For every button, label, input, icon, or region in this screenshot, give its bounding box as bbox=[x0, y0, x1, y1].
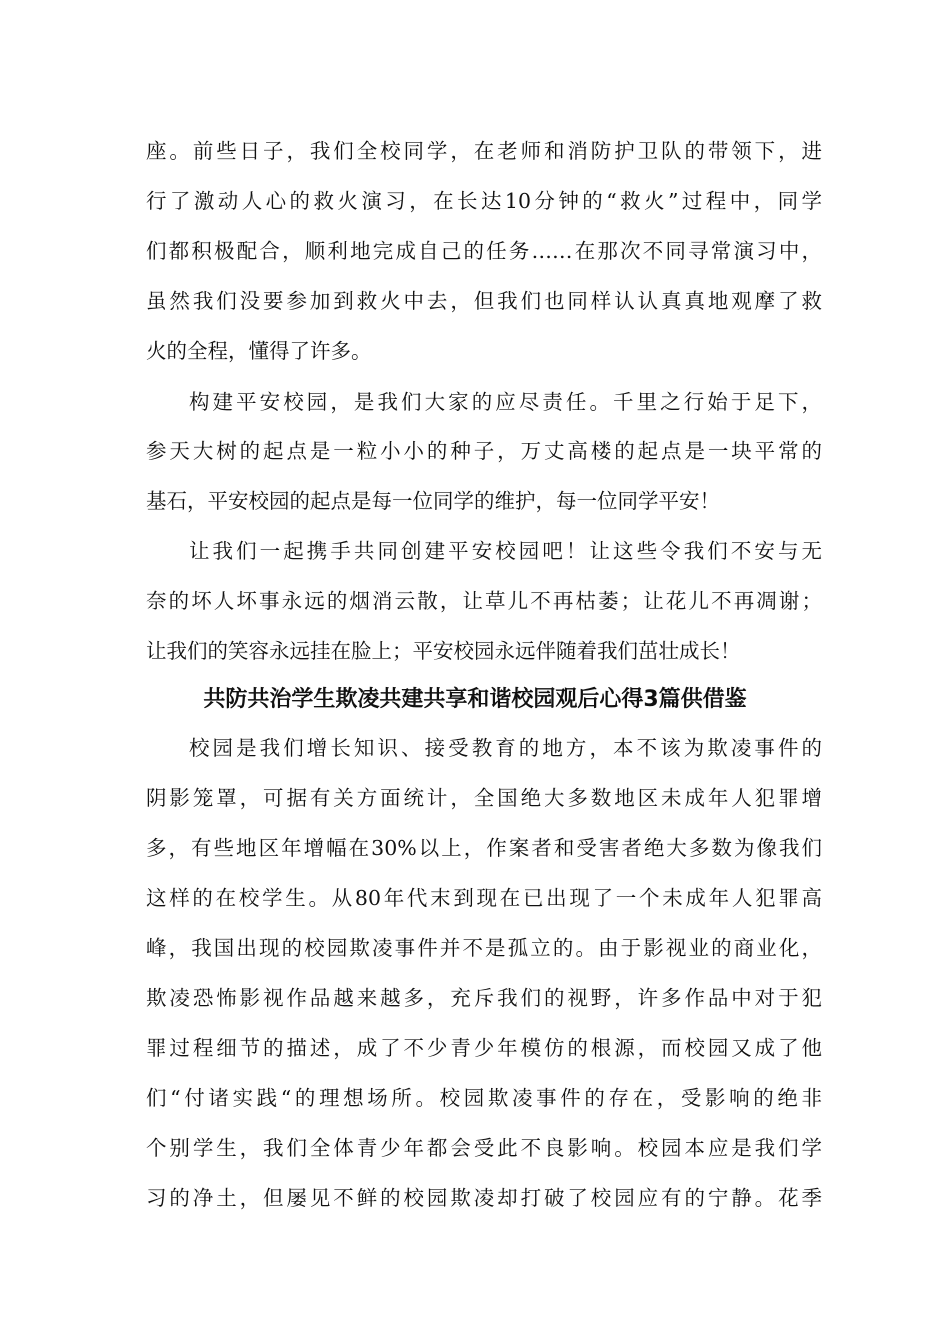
text-line: 们都积极配合，顺利地完成自己的任务……在那次不同寻常演习中， bbox=[146, 239, 822, 263]
text-line: 基石，平安校园的起点是每一位同学的维护，每一位同学平安！ bbox=[146, 489, 720, 513]
text-line: 参天大树的起点是一粒小小的种子，万丈高楼的起点是一块平常的 bbox=[146, 439, 822, 463]
text-line: 个别学生，我们全体青少年都会受此不良影响。校园本应是我们学 bbox=[146, 1136, 822, 1160]
text-line: 让我们一起携手共同创建平安校园吧！让这些令我们不安与无 bbox=[189, 539, 822, 563]
text-line: 虽然我们没要参加到救火中去，但我们也同样认认真真地观摩了救 bbox=[146, 289, 822, 313]
text-line: 校园是我们增长知识、接受教育的地方，本不该为欺凌事件的 bbox=[189, 736, 822, 760]
section-heading: 共防共治学生欺凌共建共享和谐校园观后心得3篇供借鉴 bbox=[203, 687, 747, 712]
text-line: 火的全程，懂得了许多。 bbox=[146, 339, 372, 363]
text-line: 奈的坏人坏事永远的烟消云散，让草儿不再枯萎；让花儿不再凋谢； bbox=[146, 589, 822, 613]
text-line: 行了激动人心的救火演习，在长达10分钟的“救火”过程中，同学 bbox=[146, 189, 822, 213]
text-line: 欺凌恐怖影视作品越来越多，充斥我们的视野，许多作品中对于犯 bbox=[146, 986, 822, 1010]
text-line: 习的净土，但屡见不鲜的校园欺凌却打破了校园应有的宁静。花季 bbox=[146, 1186, 822, 1210]
text-line: 座。前些日子，我们全校同学，在老师和消防护卫队的带领下，进 bbox=[146, 139, 822, 163]
text-line: 罪过程细节的描述，成了不少青少年模仿的根源，而校园又成了他 bbox=[146, 1036, 822, 1060]
text-line: 阴影笼罩，可据有关方面统计，全国绝大多数地区未成年人犯罪增 bbox=[146, 786, 822, 810]
text-line: 让我们的笑容永远挂在脸上；平安校园永远伴随着我们茁壮成长！ bbox=[146, 639, 741, 663]
text-line: 峰，我国出现的校园欺凌事件并不是孤立的。由于影视业的商业化， bbox=[146, 936, 822, 960]
text-line: 们“付诸实践“的理想场所。校园欺凌事件的存在，受影响的绝非 bbox=[146, 1086, 822, 1110]
text-line: 构建平安校园，是我们大家的应尽责任。千里之行始于足下， bbox=[189, 390, 822, 414]
text-line: 多，有些地区年增幅在30%以上，作案者和受害者绝大多数为像我们 bbox=[146, 836, 822, 860]
text-line: 这样的在校学生。从80年代末到现在已出现了一个未成年人犯罪高 bbox=[146, 886, 822, 910]
